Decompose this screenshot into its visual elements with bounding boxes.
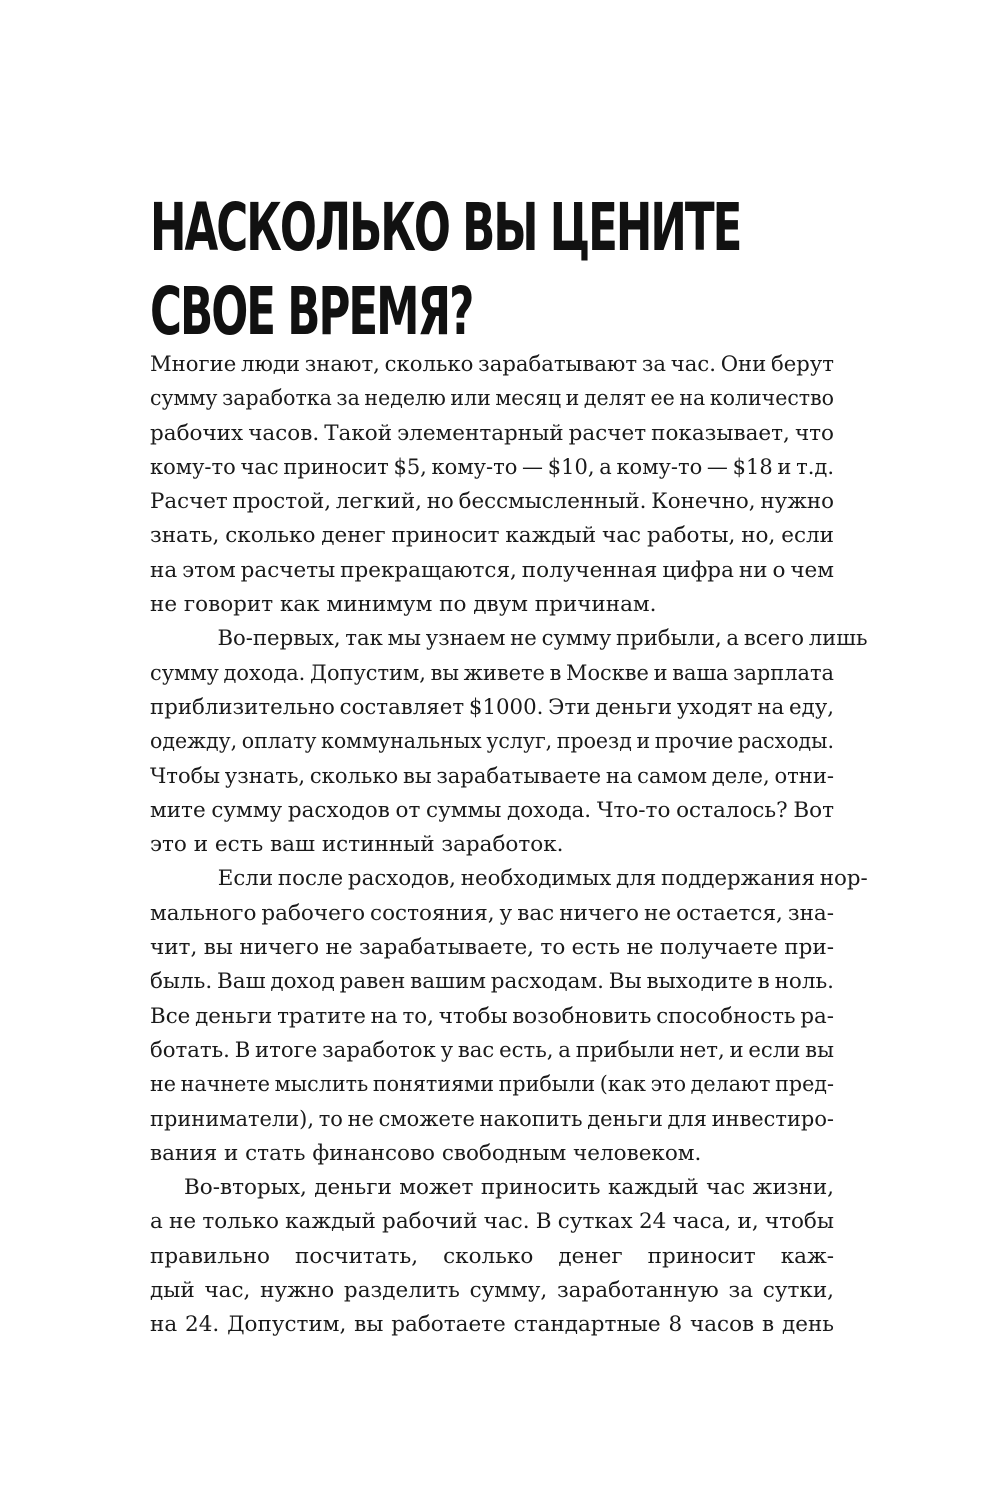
- text-line: а не только каждый рабочий час. В сутках 24 часа, и, чтобы: [150, 1209, 834, 1235]
- body-text: [150, 348, 868, 1343]
- text-line: мального рабочего состояния, у вас ничего не остается, зна-: [150, 900, 834, 926]
- text-line: Многие люди знают, сколько зарабатывают за час. Они берут: [150, 352, 834, 377]
- text-line: не говорит как минимум по двум причинам.: [150, 592, 657, 618]
- chapter-title-line-2: СВОЕ ВРЕМЯ?: [150, 273, 473, 350]
- paragraph-3: [150, 862, 868, 1171]
- text-line: это и есть ваш истинный заработок.: [150, 832, 564, 858]
- text-line: правильно посчитать, сколько денег приносит каж-: [150, 1243, 834, 1269]
- text-line: приниматели), то не сможете накопить деньги для инвестиро-: [150, 1106, 834, 1132]
- text-line: вания и стать финансово свободным человеком.: [150, 1140, 702, 1166]
- text-line: сумму дохода. Допустим, вы живете в Москве и ваша зарплата: [150, 660, 834, 686]
- text-line: Расчет простой, легкий, но бессмысленный. Конечно, нужно: [150, 489, 834, 515]
- paragraph-2: [150, 622, 868, 862]
- text-line: не начнете мыслить понятиями прибыли (как это делают пред-: [150, 1072, 834, 1098]
- text-line: Во-вторых, деньги может приносить каждый час жизни,: [184, 1175, 834, 1201]
- text-line: Чтобы узнать, сколько вы зарабатываете на самом деле, отни-: [150, 763, 834, 789]
- text-line: сумму заработка за неделю или месяц и делят ее на количество: [150, 386, 834, 412]
- text-line: чит, вы ничего не зарабатываете, то есть не получаете при-: [150, 935, 834, 961]
- text-line: Во-первых, так мы узнаем не сумму прибыли, а всего лишь: [217, 626, 868, 652]
- text-line: на этом расчеты прекращаются, полученная цифра ни о чем: [150, 557, 834, 583]
- text-line: дый час, нужно разделить сумму, заработанную за сутки,: [150, 1278, 834, 1304]
- paragraph-4: [150, 1171, 834, 1342]
- text-line: быль. Ваш доход равен вашим расходам. Вы выходите в ноль.: [150, 969, 834, 995]
- text-line: Все деньги тратите на то, чтобы возобновить способность ра-: [150, 1003, 834, 1029]
- text-line: приблизительно составляет $1000. Эти деньги уходят на еду,: [150, 694, 834, 720]
- text-line: на 24. Допустим, вы работаете стандартные 8 часов в день: [150, 1312, 834, 1338]
- text-line: Если после расходов, необходимых для поддержания нор-: [217, 866, 868, 892]
- text-line: ботать. В итоге заработок у вас есть, а прибыли нет, и если вы: [150, 1037, 834, 1063]
- text-line: рабочих часов. Такой элементарный расчет показывает, что: [150, 420, 834, 446]
- paragraph-1: [150, 348, 834, 622]
- text-line: мите сумму расходов от суммы дохода. Что-то осталось? Вот: [150, 797, 834, 823]
- chapter-title: [150, 186, 741, 354]
- text-line: одежду, оплату коммунальных услуг, проезд и прочие расходы.: [150, 729, 834, 755]
- chapter-title-line-1: НАСКОЛЬКО ВЫ ЦЕНИТЕ: [150, 189, 741, 266]
- text-line: кому-то час приносит $5, кому-то — $10, а кому-то — $18 и т.д.: [150, 454, 834, 480]
- text-line: знать, сколько денег приносит каждый час работы, но, если: [150, 523, 834, 549]
